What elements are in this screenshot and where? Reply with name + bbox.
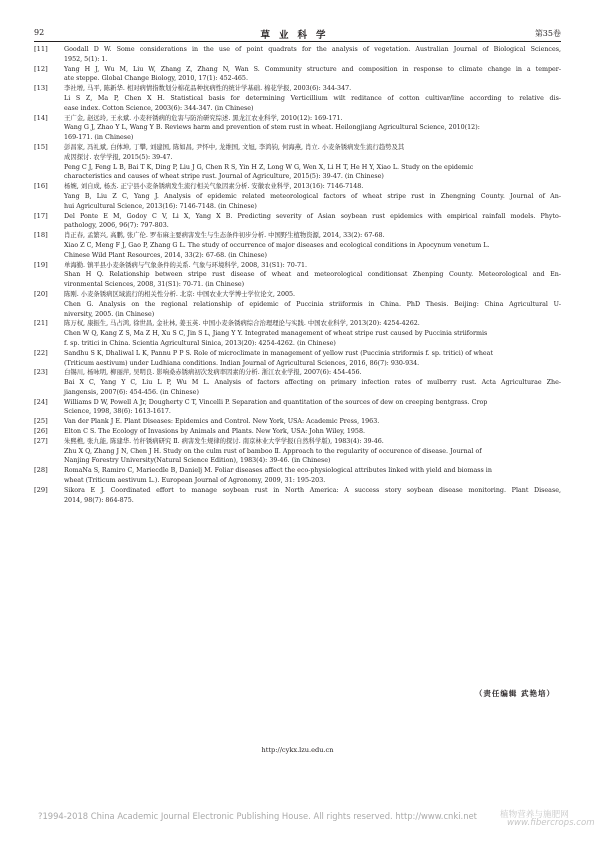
reference-line: Yang H J, Wu M, Liu W, Zhang Z, Zhang N, Wan S. Community structure and composition in response to climate change in a temper- <box>64 65 561 73</box>
header-rule <box>34 41 561 42</box>
reference-number: [18] <box>34 231 48 240</box>
reference-number: [21] <box>34 319 48 328</box>
reference-text <box>64 212 561 232</box>
reference-line: Wang G J, Zhao Y L, Wang Y B. Reviews harm and prevention of stem rust in wheat. Heilongjiang Agricultural Science, 2010(12): <box>64 124 480 132</box>
reference-entry <box>34 65 561 85</box>
reference-entry <box>34 143 561 182</box>
reference-line: Bai X C, Yang Y C, Liu L P, Wu M L. Analysis of factors affecting on primary infection rates of mulberry rust. Acta Agriculturae Zhe- <box>64 379 561 387</box>
reference-text <box>64 349 561 369</box>
reference-number: [29] <box>34 485 48 494</box>
reference-line: RomaNa S, Ramiro C, Mariecdle B, Danielj M. Foliar diseases affect the eco-physiological attributes linked with yield and biomass in <box>64 467 492 475</box>
reference-line: ease index. Cotton Science, 2003(6): 344-347. (in Chinese) <box>64 104 254 112</box>
reference-line: vironmental Sciences, 2008, 31(S1): 70-71. (in Chinese) <box>64 281 245 289</box>
reference-number: [20] <box>34 289 48 298</box>
reference-number: [27] <box>34 436 48 445</box>
reference-line: ate steppe. Global Change Biology, 2010, 17(1): 452-465. <box>64 75 248 83</box>
reference-line: 1952, 5(1): 1. <box>64 55 108 63</box>
reference-line: Shan H Q. Relationship between stripe rust disease of wheat and meteorological conditionsat Zhenping County. Meteorological and En- <box>64 271 561 279</box>
reference-text <box>64 45 561 65</box>
watermark-url: www.fibercrops.com <box>507 818 595 828</box>
reference-entry <box>34 437 561 466</box>
reference-line: pathology, 2006, 96(7): 797-803. <box>64 222 169 230</box>
reference-text <box>64 114 561 143</box>
reference-line: 2014, 98(7): 864-875. <box>64 496 134 504</box>
reference-text <box>64 182 561 211</box>
reference-number: [16] <box>34 182 48 191</box>
reference-line: 169-171. (in Chinese) <box>64 134 134 142</box>
reference-entry <box>34 319 561 348</box>
reference-line: (Triticum aestivum) under Ludhiana conditions. Indian Journal of Agricultural Sciences, 2016, 86(7): 930-934. <box>64 359 420 367</box>
reference-line: Peng C J, Feng L B, Bai T K, Ding P, Liu J G, Chen R S, Yin H Z, Long W G, Wen X, Li H T, He H Y, Xiao L. Study on the epidemic <box>64 163 474 171</box>
reference-number: [25] <box>34 417 48 426</box>
reference-entry <box>34 427 561 437</box>
reference-line: niversity, 2005. (in Chinese) <box>64 310 155 318</box>
reference-line: Science, 1998, 38(6): 1613-1617. <box>64 408 171 416</box>
reference-line: Del Ponte E M, Godoy C V, Li X, Yang X B. Predicting severity of Asian soybean rust epidemics with empirical rainfall models. Phyto- <box>64 212 561 220</box>
reference-entry <box>34 398 561 418</box>
copyright-notice: ?1994-2018 China Academic Journal Electronic Publishing House. All rights reserved. http://www.cnki.net <box>38 811 477 821</box>
reference-number: [19] <box>34 260 48 269</box>
reference-entry <box>34 261 561 290</box>
reference-line: 杨婉, 刘自成, 杨杰. 正宁县小麦条锈病发生流行相关气象因素分析. 安徽农业科学, 2013(16): 7146-7148. <box>64 183 364 191</box>
reference-text <box>64 143 561 182</box>
page-number: 92 <box>34 28 45 37</box>
reference-line: Sandhu S K, Dhaliwal L K, Pannu P P S. Role of microclimate in management of yellow rust (Puccinia striformis f. sp. tritici) of wheat <box>64 349 494 357</box>
reference-text <box>64 261 561 290</box>
reference-entry <box>34 231 561 260</box>
reference-number: [11] <box>34 45 48 53</box>
reference-text <box>64 231 561 260</box>
reference-text <box>64 486 561 506</box>
reference-number: [28] <box>34 466 48 475</box>
reference-line: Xiao Z C, Meng F J, Gao P, Zhang G L. The study of occurrence of major diseases and ecological conditions in Apocynum venetum L. <box>64 241 490 249</box>
reference-number: [17] <box>34 211 48 220</box>
reference-line: Chinese Wild Plant Resources, 2014, 33(2): 67-68. (in Chinese) <box>64 251 268 259</box>
reference-line: 彭昌家, 冯礼斌, 白体坤, 丁攀, 刘建国, 陈如昌, 尹怀中, 龙维国, 文旭, 李鸿钧, 何海燕, 肖立. 小麦条锈病发生流行趋势及其 <box>64 143 405 151</box>
reference-number: [13] <box>34 84 48 93</box>
reference-list <box>34 45 561 505</box>
reference-entry <box>34 212 561 232</box>
reference-entry <box>34 417 561 427</box>
reference-entry <box>34 182 561 211</box>
reference-line: Goodall D W. Some considerations in the use of point quadrats for the analysis of vegetation. Australian Journal of Biological Sciences, <box>64 46 561 53</box>
reference-entry <box>34 84 561 113</box>
reference-text <box>64 84 561 113</box>
reference-line: 肖正春, 孟繁兴, 高鹏, 张广伦. 罗布麻主要病害发生与生态条件初步分析. 中国野生植物资源, 2014, 33(2): 67-68. <box>64 232 385 240</box>
reference-number: [22] <box>34 348 48 357</box>
reference-entry <box>34 114 561 143</box>
reference-entry <box>34 45 561 65</box>
volume-label: 第35卷 <box>534 29 561 38</box>
page-header <box>34 25 561 39</box>
reference-line: Van der Plank J E. Plant Diseases: Epidemics and Control. New York, USA: Academic Press, 1963. <box>64 418 380 426</box>
reference-line: f. sp. tritici in China. Scientia Agricultural Sinica, 2013(20): 4254-4262. (in Chinese) <box>64 339 336 347</box>
reference-line: Nanjing Forestry University(Natural Science Edition), 1983(4): 39-46. (in Chinese) <box>64 457 331 465</box>
reference-text <box>64 65 561 85</box>
reference-line: Li S Z, Ma P, Chen X H. Statistical basis for determining Verticillium wilt reditance of cotton cultivar/line according to relative dis- <box>64 94 561 102</box>
reference-text <box>64 417 561 427</box>
reference-line: 成因探讨. 农学学报, 2015(5): 39-47. <box>64 153 173 161</box>
reference-line: Chen W Q, Kang Z S, Ma Z H, Xu S C, Jin S L, Jiang Y Y. Integrated management of wheat stripe rust caused by Puccinia striiformis <box>64 330 488 338</box>
reference-line: Elton C S. The Ecology of Invasions by Animals and Plants. New York, USA: John Wiley, 1958. <box>64 428 366 436</box>
journal-url: http://cykx.lzu.edu.cn <box>261 746 334 754</box>
reference-line: hui Agricultural Science, 2013(16): 7146-7148. (in Chinese) <box>64 202 257 210</box>
footer-bar <box>0 808 595 830</box>
reference-line: Williams D W, Powell A Jr, Dougherty C T, Vincelli P. Separation and quantitation of the sources of dew on creeping bentgrass. Crop <box>64 398 488 406</box>
reference-entry <box>34 290 561 319</box>
reference-line: wheat (Triticum aestivum L.). European Journal of Agronomy, 2009, 31: 195-203. <box>64 477 326 485</box>
reference-entry <box>34 368 561 397</box>
reference-line: 陈刚. 小麦条锈病区域流行的相关性分析. 北京: 中国农业大学博士学位论文, 2005. <box>64 290 296 298</box>
journal-title: 草业科学 <box>260 30 335 41</box>
reference-text <box>64 398 561 418</box>
reference-number: [15] <box>34 142 48 151</box>
reference-line: 单海勤. 镇平县小麦条锈病与气象条件的关系. 气象与环境科学, 2008, 31(S1): 70-71. <box>64 261 308 269</box>
reference-line: jiangensis, 2007(6): 454-456. (in Chinese) <box>64 388 199 396</box>
reference-line: 朱熙樵, 张九能, 陈建华. 竹秆锈病研究 Ⅱ. 病害发生规律的探讨. 南京林业大学学报(自然科学版), 1983(4): 39-46. <box>64 437 384 445</box>
reference-text <box>64 466 561 486</box>
reference-text <box>64 427 561 437</box>
reference-entry <box>34 349 561 369</box>
reference-line: characteristics and causes of wheat stripe rust. Journal of Agriculture, 2015(5): 39-47. (in Chinese) <box>64 173 384 181</box>
reference-text <box>64 437 561 466</box>
reference-number: [14] <box>34 113 48 122</box>
responsible-editor: （责任编辑 武艳培） <box>474 689 555 698</box>
reference-line: Chen G. Analysis on the regional relationship of epidemic of Puccinia striiformis in China. PhD Thesis. Beijing: China Agricultural U- <box>64 300 561 308</box>
reference-line: 白锡川, 杨咏明, 柳丽萍, 吴明良. 影响桑赤锈病初次发病率因素的分析. 浙江农业学报, 2007(6): 454-456. <box>64 369 362 377</box>
reference-line: 王广金, 赵远玲, 王永斌. 小麦秆锈病的危害与防治研究综述. 黑龙江农业科学, 2010(12): 169-171. <box>64 114 343 122</box>
reference-text <box>64 290 561 319</box>
reference-number: [26] <box>34 427 48 436</box>
watermark-text: 植物营养与施肥网 <box>500 810 569 820</box>
reference-line: 陈万权, 康振生, 马占鸿, 徐世昌, 金社林, 姜玉英. 中国小麦条锈病综合治理理论与实践. 中国农业科学, 2013(20): 4254-4262. <box>64 320 420 328</box>
reference-line: Sikora E J. Coordinated effort to manage soybean rust in North America: A success story soybean disease monitoring. Plant Disease, <box>64 486 561 494</box>
reference-line: Yang B, Liu Z C, Yang J. Analysis of epidemic related meteorological factors of wheat stripe rust in Zhengning County. Journal of An- <box>64 192 561 200</box>
reference-number: [23] <box>34 368 48 377</box>
reference-line: Zhu X Q, Zhang J N, Chen J H. Study on the culm rust of bamboo Ⅱ. Approach to the regularity of occurence of disease. Journal of <box>64 447 482 455</box>
reference-number: [24] <box>34 397 48 406</box>
reference-entry <box>34 466 561 486</box>
reference-text <box>64 368 561 397</box>
reference-line: 李社增, 马平, 陈新华. 相对病情指数划分棉花品种抗病性的统计学基础. 棉花学报, 2003(6): 344-347. <box>64 85 352 93</box>
reference-text <box>64 319 561 348</box>
reference-number: [12] <box>34 64 48 73</box>
reference-entry <box>34 486 561 506</box>
